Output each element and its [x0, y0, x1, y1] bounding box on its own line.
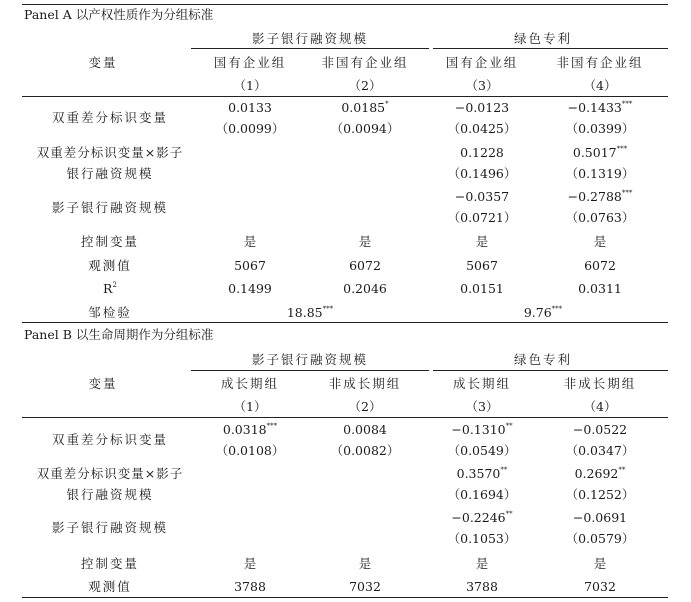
panel-a-row-shadow-coef-3: −0.0357 [454, 189, 510, 204]
panel-a-col2-header: 非国有企业组 [321, 55, 409, 70]
panel-b-group-shadow-banking: 影子银行融资规模 [251, 352, 369, 367]
panel-a-col1-header: 国有企业组 [213, 55, 287, 70]
panel-a-variable-header: 变量 [88, 55, 118, 70]
panel-a-row-did-se-4: （0.0399） [565, 121, 635, 136]
panel-b-row-interaction-coef-3: 0.3570** [456, 465, 508, 481]
panel-b-bottom-rule [22, 597, 668, 598]
panel-b-row-did-coef-3: −0.1310** [451, 421, 513, 437]
panel-b-row-obs-1: 3788 [234, 579, 266, 594]
panel-a-row-interaction-label-2: 银行融资规模 [66, 166, 154, 181]
panel-a-row-r2-4: 0.0311 [578, 281, 622, 296]
panel-b-row-controls-4: 是 [593, 556, 607, 571]
panel-a-col3-number: （3） [465, 78, 499, 93]
panel-b-row-interaction-se-4: （0.1252） [565, 487, 635, 502]
panel-a-row-shadow-coef-4: −0.2788*** [567, 188, 633, 204]
panel-b-row-did-se-2: （0.0082） [330, 443, 400, 458]
panel-a-row-obs-2: 6072 [349, 258, 381, 273]
panel-b-row-controls-1: 是 [243, 556, 257, 571]
panel-a-row-r2-2: 0.2046 [343, 281, 387, 296]
panel-a-row-obs-1: 5067 [234, 258, 266, 273]
panel-a-row-interaction-label-1: 双重差分标识变量×影子 [36, 145, 184, 160]
panel-a-col4-header: 非国有企业组 [556, 55, 644, 70]
panel-a-row-controls-2: 是 [358, 234, 372, 249]
panel-a-row-did-label: 双重差分标识变量 [51, 110, 169, 125]
panel-b-col4-header: 非成长期组 [563, 376, 637, 391]
panel-a-row-r2-1: 0.1499 [228, 281, 272, 296]
panel-b-row-did-se-3: （0.0549） [447, 443, 517, 458]
panel-b-row-did-se-1: （0.0108） [215, 443, 285, 458]
panel-b-group-rule-1 [191, 370, 429, 371]
panel-a-title: Panel A 以产权性质作为分组标准 [24, 7, 214, 22]
panel-b-col4-number: （4） [583, 399, 617, 414]
panel-a-row-controls-label: 控制变量 [80, 234, 140, 249]
panel-a-row-shadow-se-4: （0.0763） [565, 210, 635, 225]
panel-b-group-rule-2 [433, 370, 668, 371]
panel-a-col2-number: （2） [348, 78, 382, 93]
panel-b-row-controls-3: 是 [475, 556, 489, 571]
panel-b-row-shadow-label: 影子银行融资规模 [51, 520, 169, 535]
panel-b-title: Panel B 以生命周期作为分组标准 [24, 327, 214, 342]
panel-b-col1-number: （1） [233, 399, 267, 414]
panel-b-row-controls-2: 是 [358, 556, 372, 571]
panel-a-row-obs-label: 观测值 [88, 258, 132, 273]
panel-b-row-obs-3: 3788 [466, 579, 498, 594]
panel-a-row-did-se-2: （0.0094） [330, 121, 400, 136]
panel-a-group-shadow-banking: 影子银行融资规模 [251, 31, 369, 46]
panel-a-row-chow-1: 18.85*** [286, 304, 334, 320]
panel-b-col2-header: 非成长期组 [328, 376, 402, 391]
panel-a-col1-number: （1） [233, 78, 267, 93]
panel-a-row-interaction-coef-3: 0.1228 [460, 145, 504, 160]
panel-a-row-interaction-coef-4: 0.5017*** [572, 144, 628, 160]
panel-a-row-controls-1: 是 [243, 234, 257, 249]
panel-a-row-controls-4: 是 [593, 234, 607, 249]
panel-b-row-obs-label: 观测值 [88, 579, 132, 594]
panel-b-col1-header: 成长期组 [220, 376, 280, 391]
panel-a-header-rule [22, 96, 668, 97]
panel-b-row-controls-label: 控制变量 [80, 556, 140, 571]
panel-b-row-did-coef-1: 0.0318*** [222, 421, 278, 437]
panel-a-row-interaction-se-4: （0.1319） [565, 166, 635, 181]
panel-b-col3-number: （3） [465, 399, 499, 414]
panel-a-group-green-patent: 绿色专利 [513, 31, 573, 46]
panel-b-header-rule [22, 417, 668, 418]
panel-a-row-did-coef-2: 0.0185* [341, 99, 389, 115]
panel-a-row-r2-label: $R^2$ [103, 280, 117, 296]
panel-a-row-chow-2: 9.76*** [523, 304, 563, 320]
panel-b-row-did-coef-2: 0.0084 [343, 422, 387, 437]
panel-a-row-did-se-1: （0.0099） [215, 121, 285, 136]
panel-b-col3-header: 成长期组 [452, 376, 512, 391]
panel-a-row-did-se-3: （0.0425） [447, 121, 517, 136]
panel-b-row-interaction-coef-4: 0.2692** [574, 465, 626, 481]
panel-b-row-shadow-coef-3: −0.2246** [451, 509, 513, 525]
panel-b-row-interaction-label-2: 银行融资规模 [66, 487, 154, 502]
panel-b-row-interaction-label-1: 双重差分标识变量×影子 [36, 466, 184, 481]
panel-a-row-did-coef-1: 0.0133 [228, 100, 272, 115]
panel-b-row-did-se-4: （0.0347） [565, 443, 635, 458]
panel-b-row-shadow-se-3: （0.1053） [447, 531, 517, 546]
panel-a-row-shadow-se-3: （0.0721） [447, 210, 517, 225]
panel-a-group-rule-1 [191, 48, 429, 49]
panel-a-row-did-coef-4: −0.1433*** [567, 99, 633, 115]
panel-b-row-did-label: 双重差分标识变量 [51, 432, 169, 447]
panel-a-col3-header: 国有企业组 [445, 55, 519, 70]
panel-a-top-rule [22, 4, 668, 5]
panel-a-row-r2-3: 0.0151 [460, 281, 504, 296]
panel-a-row-obs-3: 5067 [466, 258, 498, 273]
panel-b-row-shadow-se-4: （0.0579） [565, 531, 635, 546]
panel-a-row-interaction-se-3: （0.1496） [447, 166, 517, 181]
panel-a-bottom-rule [22, 322, 668, 323]
panel-b-col2-number: （2） [348, 399, 382, 414]
panel-b-variable-header: 变量 [88, 376, 118, 391]
panel-a-row-chow-label: 邹检验 [88, 305, 132, 320]
panel-b-row-obs-2: 7032 [349, 579, 381, 594]
panel-b-row-did-coef-4: −0.0522 [572, 422, 628, 437]
panel-b-row-interaction-se-3: （0.1694） [447, 487, 517, 502]
panel-b-row-obs-4: 7032 [584, 579, 616, 594]
panel-a-row-controls-3: 是 [475, 234, 489, 249]
panel-a-row-shadow-label: 影子银行融资规模 [51, 200, 169, 215]
panel-a-row-did-coef-3: −0.0123 [454, 100, 510, 115]
panel-b-group-green-patent: 绿色专利 [513, 352, 573, 367]
panel-a-row-obs-4: 6072 [584, 258, 616, 273]
panel-b-row-shadow-coef-4: −0.0691 [572, 510, 628, 525]
panel-a-group-rule-2 [433, 48, 668, 49]
panel-a-col4-number: （4） [583, 78, 617, 93]
